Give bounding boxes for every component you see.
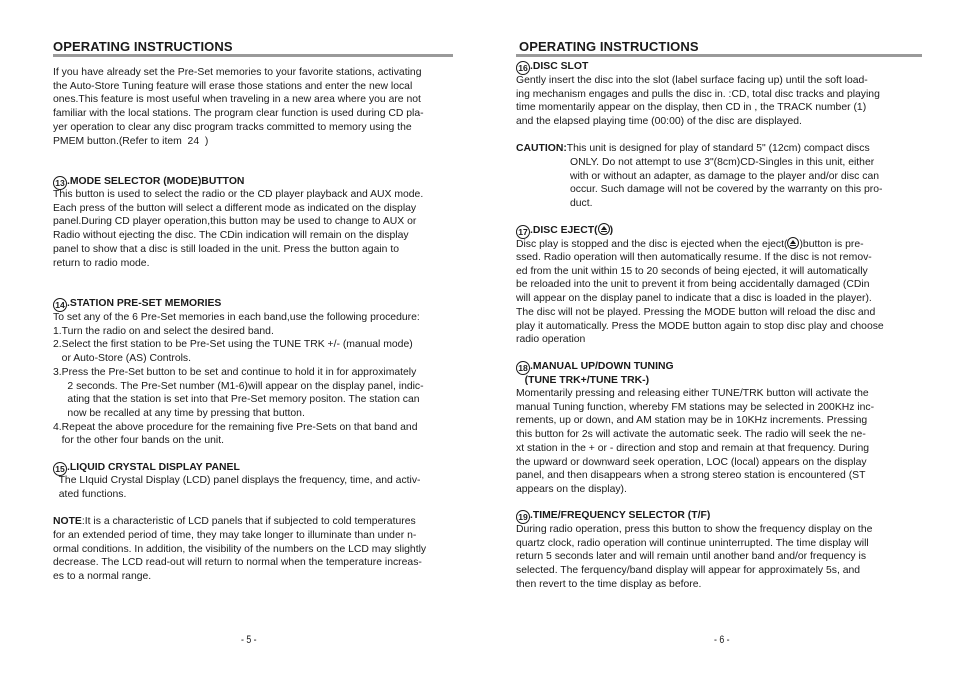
item-number-18: 18 <box>516 361 530 375</box>
section-16-title: .DISC SLOT <box>530 61 589 72</box>
left-header-rule <box>53 54 453 57</box>
note-label: NOTE <box>53 516 82 527</box>
caution-label: CAUTION: <box>516 143 567 154</box>
section-18-title: .MANUAL UP/DOWN TUNING <box>530 361 674 372</box>
section-13-title: .MODE SELECTOR (MODE)BUTTON <box>67 176 245 187</box>
eject-icon-inline <box>787 237 799 249</box>
left-page-header: OPERATING INSTRUCTIONS <box>53 39 233 54</box>
section-18-body: Momentarily pressing and releasing either TUNE/TRK button will activate the manual Tuning function, whereby FM stations may be selected in 200KHz inc- rements, up or down, and AM station may be in 10KHz increments. Pressing this button for 2s will activate the automatic seek. The radio will seek the ne- xt station in the + or - direction and stop and remain at that frequency. During the upward or downward seek operation, LOC (local) appears on the display panel, and then disappears when a strong stereo station is encountered (ST appears on the display). <box>516 388 875 495</box>
caution-first-line <box>516 142 870 156</box>
right-page-header: OPERATING INSTRUCTIONS <box>519 39 699 54</box>
section-17-first-b: )button is pre- <box>799 239 864 250</box>
section-17-first-line <box>516 237 864 252</box>
right-header-rule <box>516 54 922 57</box>
section-15-title: .LIQUID CRYSTAL DISPLAY PANEL <box>67 462 240 473</box>
section-14-title: .STATION PRE-SET MEMORIES <box>67 298 222 309</box>
item-number-14: 14 <box>53 298 67 312</box>
section-17-first-a: Disc play is stopped and the disc is ejected when the eject( <box>516 239 788 250</box>
section-18-subtitle: (TUNE TRK+/TUNE TRK-) <box>516 375 650 386</box>
item-number-13: 13 <box>53 176 67 190</box>
caution-first-text: This unit is designed for play of standard 5" (12cm) compact discs <box>566 143 870 154</box>
note-first-line <box>53 515 416 529</box>
intro-paragraph: If you have already set the Pre-Set memories to your favorite stations, activating the Auto-Store Tuning feature will erase those stations and enter the new local ones.This feature is most useful when traveling in a new area where you are not familiar with the local stations. The program clear function is used during CD pla- yer operation to clear any disc program tracks committed to memory using the PMEM button.(Refer to item 24 ) <box>53 67 424 147</box>
caution-body: ONLY. Do not attempt to use 3"(8cm)CD-Singles in this unit, either with or without an adapter, as damage to the player and/or disc can occur. Such damage will not be covered by the warranty on this pro- duct. <box>570 157 883 210</box>
item-number-19: 19 <box>516 510 530 524</box>
eject-icon <box>598 223 610 235</box>
page-number-5: - 5 - <box>240 634 257 646</box>
section-16-body: Gently insert the disc into the slot (label surface facing up) until the soft load- ing mechanism engages and pulls the disc in. :CD, total disc tracks and playing time momentarily appear on the display, then CD in , the TRACK number (1) and the elapsed playing time (00:00) of the disc are displayed. <box>516 75 880 128</box>
section-17-title: .DISC EJECT( <box>530 225 598 236</box>
section-17-body: ssed. Radio operation will then automatically resume. If the disc is not remov- ed from the unit within 15 to 20 seconds of being ejected, it will automatically be reloaded into the unit to prevent it from being accidentally damaged (CDin will appear on the display panel to indicate that a disc is loaded in the player). The disc will not be played. Pressing the MODE button will reload the disc and play it automatically. Press the MODE button again to stop disc play and choose radio operation <box>516 252 884 346</box>
note-first-text: :It is a characteristic of LCD panels that if subjected to cold temperatures <box>81 516 416 527</box>
page-number-6: - 6 - <box>713 634 730 646</box>
section-13-body: This button is used to select the radio or the CD player playback and AUX mode. Each press of the button will select a different mode as indicated on the display panel.During CD player operation,this button may be used to change to AUX or Radio without ejecting the disc. The CDin indication will remain on the display panel to show that a disc is still loaded in the unit. Press the button again to return to radio mode. <box>53 189 424 269</box>
section-19-title: .TIME/FREQUENCY SELECTOR (T/F) <box>530 510 711 521</box>
note-body: for an extended period of time, they may take longer to illuminate than under n- ormal conditions. In addition, the visibility of the numbers on the LCD may slightly decrease. The LCD read-out will return to normal when the temperature increas- es to a normal range. <box>53 530 427 583</box>
item-number-15: 15 <box>53 462 67 476</box>
section-15-body: The LIquid Crystal Display (LCD) panel displays the frequency, time, and activ- ated functions. <box>58 475 421 500</box>
section-17-title-end: ) <box>609 225 614 236</box>
section-16-heading <box>516 60 588 75</box>
item-number-16: 16 <box>516 61 530 75</box>
section-19-body: During radio operation, press this button to show the frequency display on the quartz clock, radio operation will continue uninterrupted. The time display will return 5 seconds later and will remain until another band and/or frequency is selected. The ferquency/band display will appear for approximately 5s, and then revert to the time display as before. <box>516 524 873 590</box>
section-18-heading <box>516 360 674 375</box>
section-14-body: To set any of the 6 Pre-Set memories in each band,use the following procedure: 1.Turn the radio on and select the desired band. 2.Select the first station to be Pre-Set using the TUNE TRK +/- (manual mode) or Auto-Store (AS) Controls. 3.Press the Pre-Set button to be set and continue to hold it in for approximately 2 seconds. The Pre-Set number (M1-6)will appear on the display panel, indic- ating that the station is set into that Pre-Set memory positon. The station can now be recalled at any time by pressing that button. 4.Repeat the above procedure for the remaining five Pre-Sets on that band and for the other four bands on the unit. <box>53 312 424 447</box>
item-number-17: 17 <box>516 225 530 239</box>
section-14-heading <box>53 297 221 312</box>
section-19-heading <box>516 509 710 524</box>
